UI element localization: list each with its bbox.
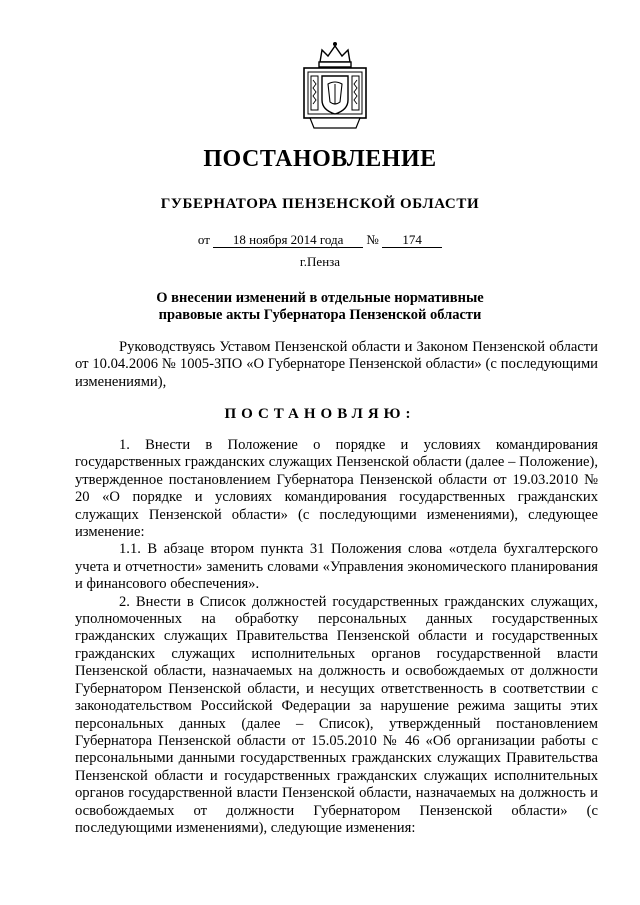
- resolution-items: [75, 437, 598, 837]
- document-date: 18 ноября 2014 года: [213, 232, 363, 248]
- paragraph-1: 1. Внести в Положение о порядке и условиях командирования государственных гражданских служащих Пензенской области (далее – Положение), утвержденное постановлением Губернатора Пензенской области от 19.03.2010 № 20 «О порядке и условиях командирования государственных гражданских служащих Пензенской области» (с последующими изменениями), следующее изменение:: [75, 437, 598, 541]
- document-heading: [0, 290, 640, 324]
- date-number-line: [0, 232, 640, 248]
- preamble-text: Руководствуясь Уставом Пензенской области и Законом Пензенской области от 10.04.2006 № 1005-ЗПО «О Губернаторе Пензенской области» (с последующими изменениями),: [75, 339, 598, 390]
- coat-of-arms-emblem: [300, 40, 370, 132]
- document-number: 174: [382, 232, 442, 248]
- paragraph-2: 2. Внести в Список должностей государственных гражданских служащих, уполномоченных на обработку персональных данных государственных гражданских служащих Правительства Пензенской области и государственных гражданских служащих исполнительных органов государственной власти Пензенской области, назначаемых на должность и освобождаемых от должности Губернатором Пензенской области, и несущих ответственность в соответствии с законодательством Российской Федерации за нарушение режима защиты этих персональных данных (далее – Список), утвержденный постановлением Губернатора Пензенской области от 15.05.2010 № 46 «Об организации работы с персональными данными государственных гражданских служащих Правительства Пензенской области и государственных гражданских служащих исполнительных органов государственной власти Пензенской области, назначаемых на должность и освобождаемых от должности Губернатором Пензенской области» (с последующими изменениями), следующие изменения:: [75, 593, 598, 836]
- issuing-authority: ГУБЕРНАТОРА ПЕНЗЕНСКОЙ ОБЛАСТИ: [160, 196, 480, 212]
- preamble: [75, 339, 598, 391]
- number-sign: №: [366, 232, 379, 247]
- city: г.Пенза: [299, 254, 341, 269]
- paragraph-1-1: 1.1. В абзаце втором пункта 31 Положения слова «отдела бухгалтерского учета и отчетности» заменить словами «Управления экономического планирования и финансового обеспечения».: [75, 541, 598, 593]
- document-title: ПОСТАНОВЛЕНИЕ: [203, 146, 437, 172]
- heading-line-2: правовые акты Губернатора Пензенской области: [158, 307, 482, 323]
- resolve-heading: ПОСТАНОВЛЯЮ:: [224, 406, 416, 422]
- heading-line-1: О внесении изменений в отдельные нормативные: [156, 290, 484, 306]
- date-prefix: от: [197, 232, 210, 247]
